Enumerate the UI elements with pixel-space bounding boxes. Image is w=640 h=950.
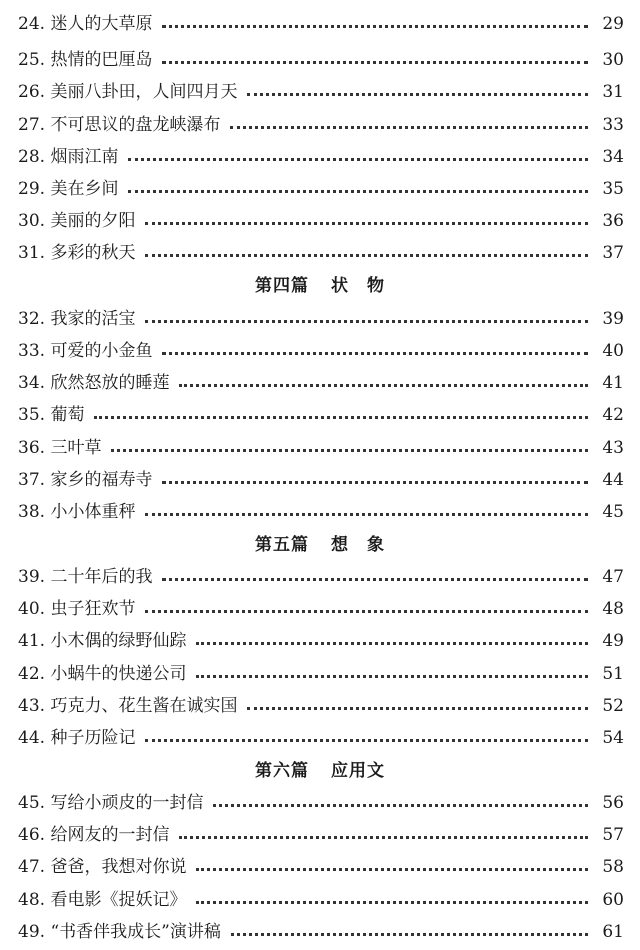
dot-leader bbox=[145, 320, 588, 323]
dot-leader bbox=[247, 707, 588, 710]
section-heading bbox=[0, 755, 640, 787]
toc-entry[interactable] bbox=[18, 109, 624, 141]
dot-leader bbox=[179, 836, 588, 839]
dot-leader bbox=[145, 513, 588, 516]
entry-title: 38. 小小体重秤 bbox=[18, 502, 136, 522]
dot-leader bbox=[196, 901, 588, 904]
page-number: 51 bbox=[602, 664, 624, 684]
toc-entry[interactable] bbox=[18, 722, 624, 754]
dot-leader bbox=[179, 384, 588, 387]
toc-entry[interactable] bbox=[18, 787, 624, 819]
entry-title: 30. 美丽的夕阳 bbox=[18, 211, 136, 231]
entry-title: 29. 美在乡间 bbox=[18, 179, 119, 199]
dot-leader bbox=[196, 675, 588, 678]
dot-leader bbox=[162, 481, 588, 484]
entry-title: 26. 美丽八卦田，人间四月天 bbox=[18, 82, 238, 102]
entry-title: 39. 二十年后的我 bbox=[18, 567, 153, 587]
dot-leader bbox=[145, 222, 588, 225]
toc-entry[interactable] bbox=[18, 205, 624, 237]
toc-entry[interactable] bbox=[18, 432, 624, 464]
section-name: 想 象 bbox=[331, 535, 385, 555]
entry-title: 37. 家乡的福寿寺 bbox=[18, 470, 153, 490]
toc-entry[interactable] bbox=[18, 625, 624, 657]
page-number: 45 bbox=[602, 502, 624, 522]
entry-title: 33. 可爱的小金鱼 bbox=[18, 341, 153, 361]
dot-leader bbox=[230, 126, 588, 129]
toc-entry[interactable] bbox=[18, 464, 624, 496]
toc-entry[interactable] bbox=[18, 690, 624, 722]
entry-title: 24. 迷人的大草原 bbox=[18, 14, 153, 34]
entry-title: 36. 三叶草 bbox=[18, 438, 102, 458]
dot-leader bbox=[196, 642, 588, 645]
section-heading bbox=[0, 529, 640, 561]
toc-entry[interactable] bbox=[18, 851, 624, 883]
entry-title: 49. “书香伴我成长”演讲稿 bbox=[18, 922, 221, 942]
dot-leader bbox=[128, 190, 588, 193]
toc-entry[interactable] bbox=[18, 335, 624, 367]
page-number: 37 bbox=[602, 243, 624, 263]
dot-leader bbox=[145, 254, 588, 257]
entry-title: 35. 葡萄 bbox=[18, 405, 85, 425]
dot-leader bbox=[145, 739, 588, 742]
toc-entry[interactable] bbox=[18, 561, 624, 593]
page-number: 44 bbox=[602, 470, 624, 490]
section-number: 第五篇 bbox=[255, 535, 309, 555]
dot-leader bbox=[162, 61, 588, 64]
toc-entry[interactable] bbox=[18, 819, 624, 851]
toc-entry[interactable] bbox=[18, 173, 624, 205]
dot-leader bbox=[231, 933, 588, 936]
entry-title: 40. 虫子狂欢节 bbox=[18, 599, 136, 619]
page-number: 31 bbox=[602, 82, 624, 102]
dot-leader bbox=[94, 416, 588, 419]
toc-entry[interactable] bbox=[18, 496, 624, 528]
dot-leader bbox=[213, 804, 588, 807]
page-number: 49 bbox=[602, 631, 624, 651]
page-number: 40 bbox=[602, 341, 624, 361]
page-number: 56 bbox=[602, 793, 624, 813]
entry-title: 34. 欣然怒放的睡莲 bbox=[18, 373, 170, 393]
page-number: 34 bbox=[602, 147, 624, 167]
entry-title: 48. 看电影《捉妖记》 bbox=[18, 890, 187, 910]
page-number: 41 bbox=[602, 373, 624, 393]
dot-leader bbox=[162, 578, 588, 581]
page-number: 60 bbox=[602, 890, 624, 910]
toc-entry[interactable] bbox=[18, 303, 624, 335]
section-heading bbox=[0, 270, 640, 302]
toc-entry[interactable] bbox=[18, 399, 624, 431]
page-number: 57 bbox=[602, 825, 624, 845]
entry-title: 42. 小蜗牛的快递公司 bbox=[18, 664, 187, 684]
entry-title: 27. 不可思议的盘龙峡瀑布 bbox=[18, 115, 221, 135]
page-number: 54 bbox=[602, 728, 624, 748]
toc-entry[interactable] bbox=[18, 76, 624, 108]
section-number: 第四篇 bbox=[255, 276, 309, 296]
entry-title: 31. 多彩的秋天 bbox=[18, 243, 136, 263]
dot-leader bbox=[162, 352, 588, 355]
toc-entry[interactable] bbox=[18, 237, 624, 269]
entry-title: 44. 种子历险记 bbox=[18, 728, 136, 748]
toc-entry[interactable] bbox=[18, 44, 624, 76]
toc-entry[interactable] bbox=[18, 141, 624, 173]
page-number: 61 bbox=[602, 922, 624, 942]
section-name: 应用文 bbox=[331, 761, 385, 781]
entry-title: 45. 写给小顽皮的一封信 bbox=[18, 793, 204, 813]
page-number: 42 bbox=[602, 405, 624, 425]
section-name: 状 物 bbox=[331, 276, 385, 296]
page-number: 48 bbox=[602, 599, 624, 619]
entry-title: 32. 我家的活宝 bbox=[18, 309, 136, 329]
entry-title: 43. 巧克力、花生酱在诚实国 bbox=[18, 696, 238, 716]
page-number: 39 bbox=[602, 309, 624, 329]
dot-leader bbox=[111, 449, 588, 452]
entry-title: 25. 热情的巴厘岛 bbox=[18, 50, 153, 70]
page-number: 35 bbox=[602, 179, 624, 199]
entry-title: 28. 烟雨江南 bbox=[18, 147, 119, 167]
page-number: 47 bbox=[602, 567, 624, 587]
page-number: 29 bbox=[602, 14, 624, 34]
page-number: 33 bbox=[602, 115, 624, 135]
entry-title: 47. 爸爸，我想对你说 bbox=[18, 857, 187, 877]
section-number: 第六篇 bbox=[255, 761, 309, 781]
dot-leader bbox=[196, 868, 588, 871]
dot-leader bbox=[128, 158, 588, 161]
toc-entry[interactable] bbox=[18, 8, 624, 40]
toc-entry[interactable] bbox=[18, 593, 624, 625]
toc-entry[interactable] bbox=[18, 367, 624, 399]
toc-entry[interactable] bbox=[18, 658, 624, 690]
page-number: 30 bbox=[602, 50, 624, 70]
page-number: 52 bbox=[602, 696, 624, 716]
page-number: 36 bbox=[602, 211, 624, 231]
page-number: 43 bbox=[602, 438, 624, 458]
dot-leader bbox=[145, 610, 588, 613]
entry-title: 46. 给网友的一封信 bbox=[18, 825, 170, 845]
toc-entry[interactable] bbox=[18, 916, 624, 948]
entry-title: 41. 小木偶的绿野仙踪 bbox=[18, 631, 187, 651]
dot-leader bbox=[247, 93, 588, 96]
dot-leader bbox=[162, 25, 588, 28]
page-number: 58 bbox=[602, 857, 624, 877]
toc-entry[interactable] bbox=[18, 884, 624, 916]
